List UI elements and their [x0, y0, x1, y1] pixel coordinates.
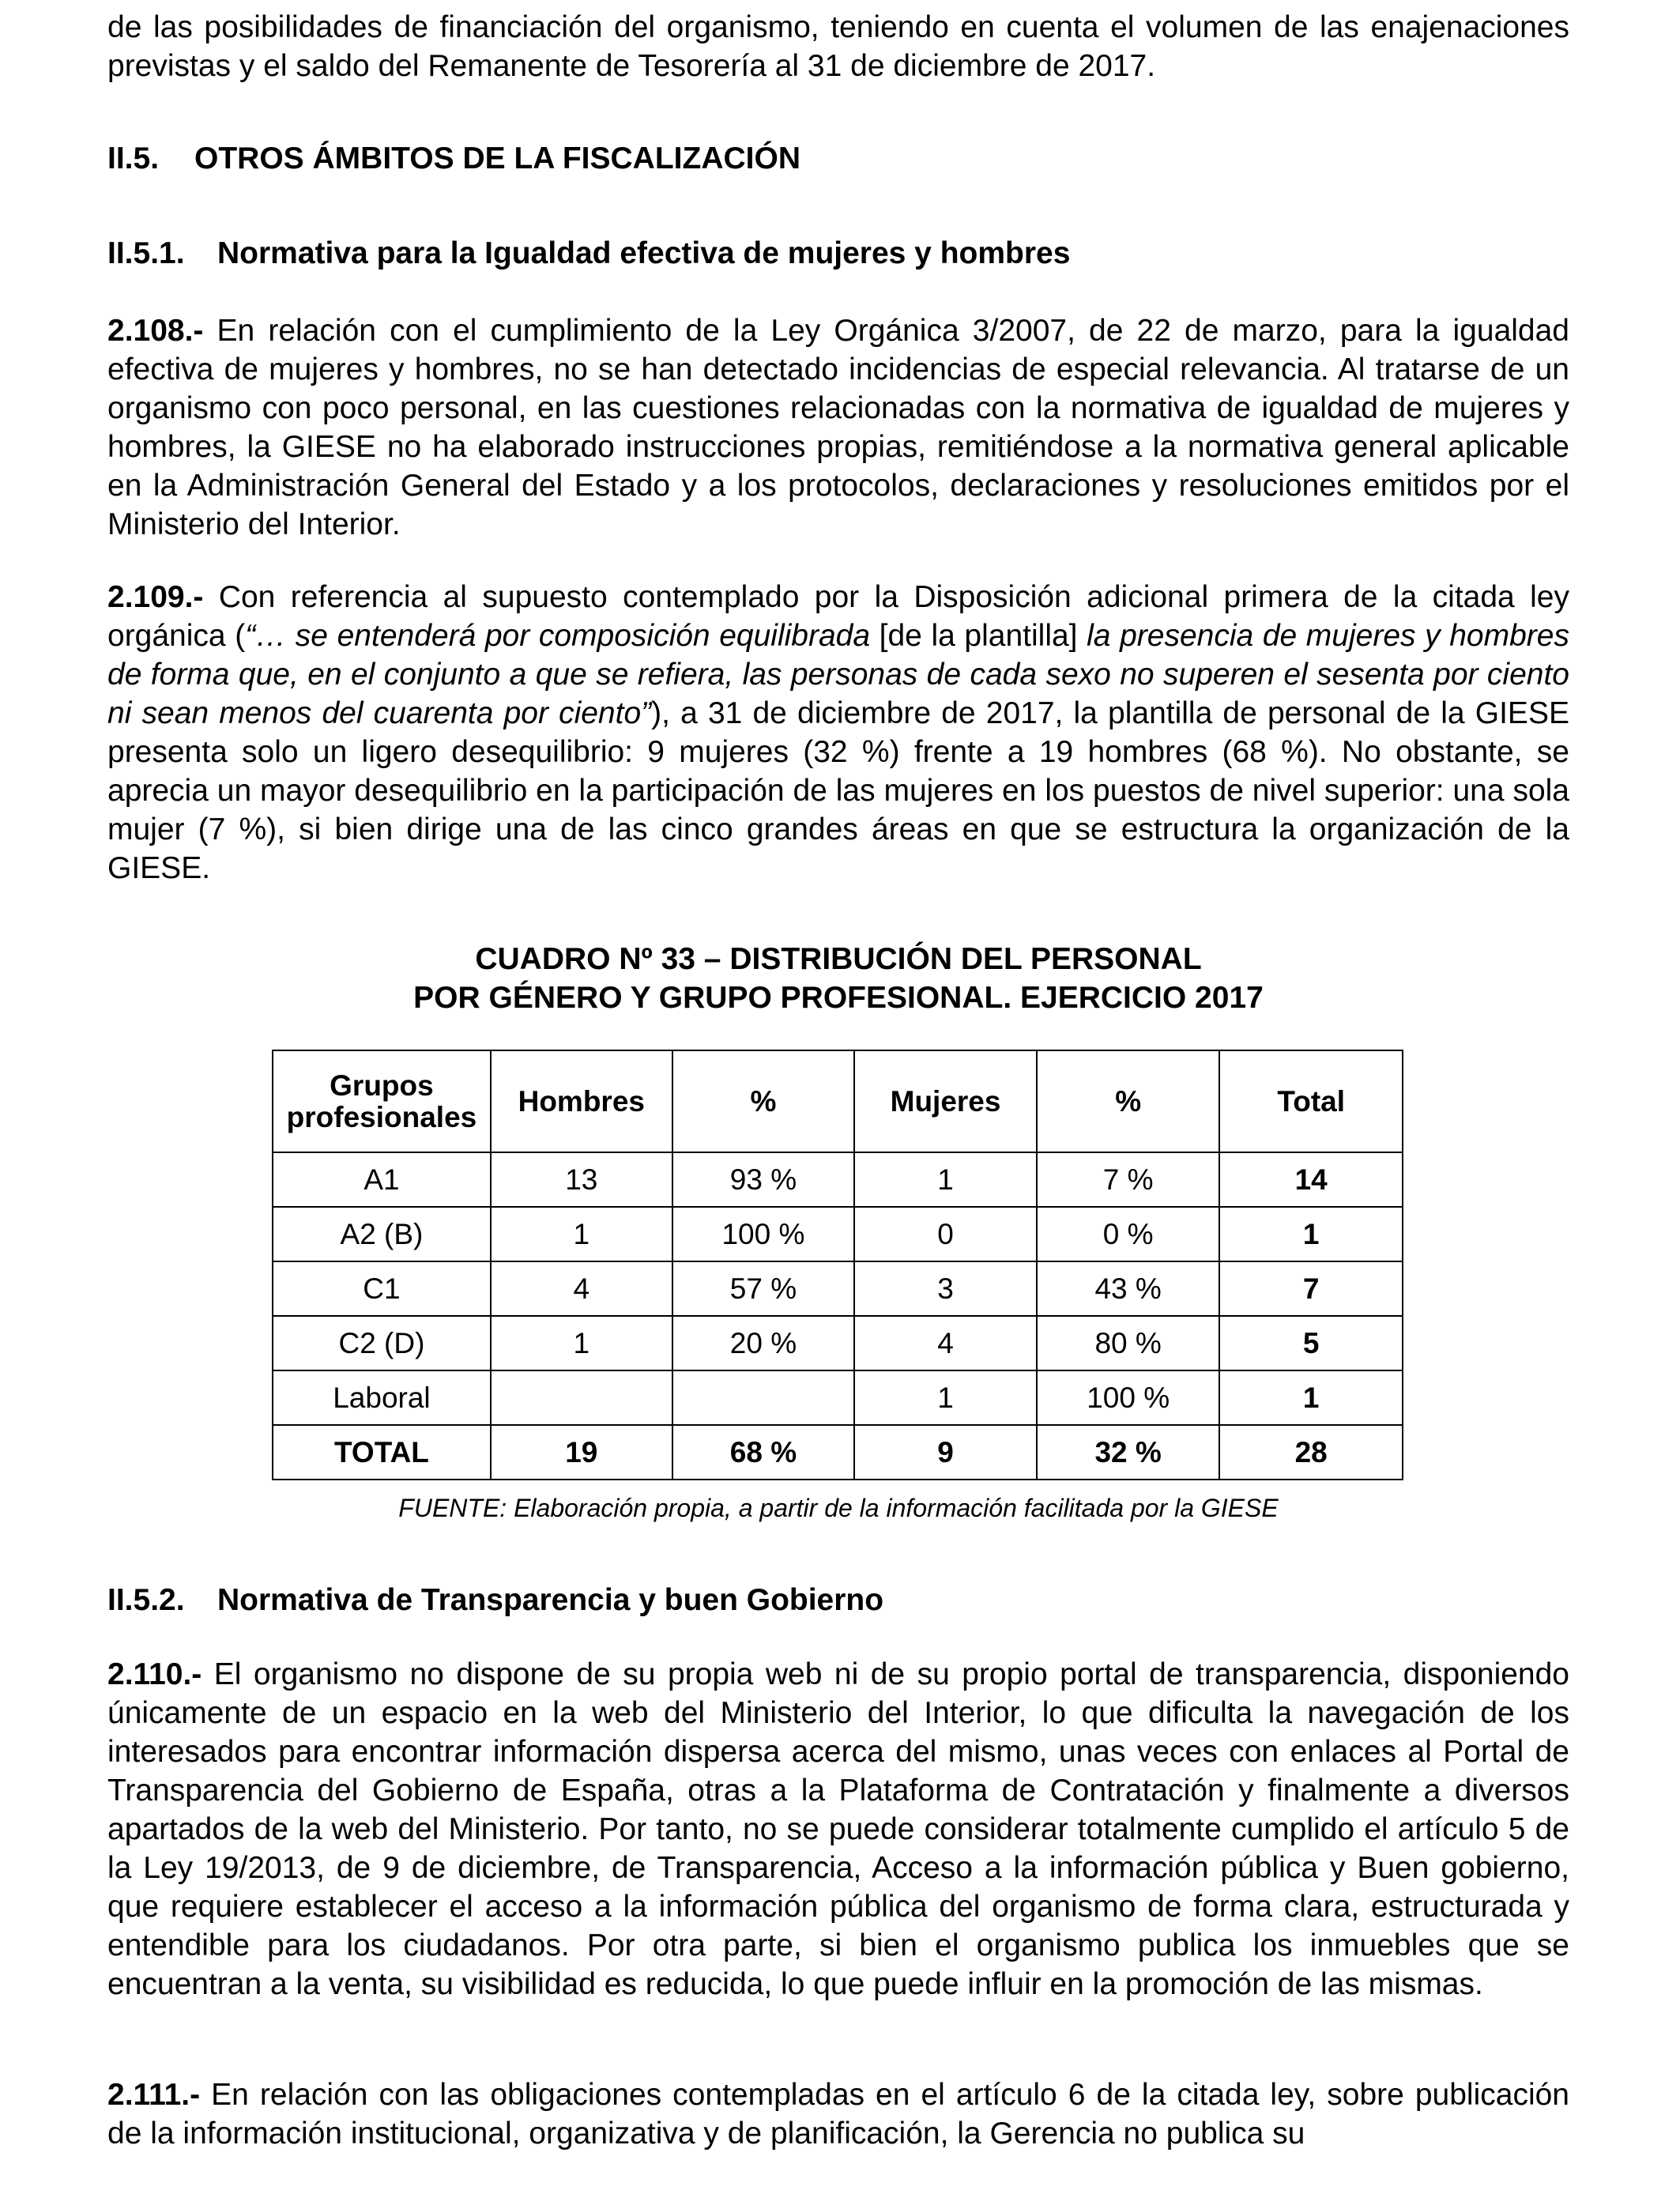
table-cell: A2 (B) [273, 1207, 491, 1261]
table-row [273, 1207, 1403, 1261]
section-title: Normativa de Transparencia y buen Gobierno [217, 1583, 884, 1617]
table-cell: 1 [491, 1207, 672, 1261]
intro-text: de las posibilidades de financiación del organismo, teniendo en cuenta el volumen de las enajenaciones previstas y el saldo del Remanente de Tesorería al 31 de diciembre de 2017. [107, 10, 1569, 83]
paragraph-number: 2.110.- [107, 1657, 202, 1691]
paragraph-number: 2.109.- [107, 580, 204, 614]
paragraph-quote: “… se entenderá por composición equilibrada [245, 619, 871, 653]
table-cell [491, 1370, 672, 1425]
table-cell [672, 1370, 855, 1425]
table-cell-total: 1 [1219, 1370, 1403, 1425]
section-heading-ii5 [107, 139, 1569, 178]
table-cell: 68 % [672, 1425, 855, 1480]
table-cell-total: 1 [1219, 1207, 1403, 1261]
table-cell: 57 % [672, 1261, 855, 1316]
intro-paragraph [107, 8, 1569, 85]
table-caption-line: CUADRO Nº 33 – DISTRIBUCIÓN DEL PERSONAL [475, 942, 1202, 976]
table-header-row [273, 1050, 1403, 1152]
header-cell: Total [1219, 1050, 1403, 1152]
table-cell: 1 [491, 1316, 672, 1370]
section-title: Normativa para la Igualdad efectiva de mujeres y hombres [217, 236, 1071, 270]
section-number: II.5. [107, 141, 160, 175]
table-cell: 13 [491, 1152, 672, 1207]
section-number: II.5.2. [107, 1583, 185, 1617]
section-number: II.5.1. [107, 236, 185, 270]
table-cell-total: 7 [1219, 1261, 1403, 1316]
table-row [273, 1152, 1403, 1207]
table-row [273, 1370, 1403, 1425]
table-cell: 4 [854, 1316, 1037, 1370]
table-cell: C1 [273, 1261, 491, 1316]
paragraph-2109 [107, 578, 1569, 888]
table-caption [107, 940, 1569, 1017]
paragraph-text: Con referencia al supuesto contemplado por la Disposición adicional primera de la citada ley orgánica ( [107, 580, 1569, 653]
paragraph-2110 [107, 1655, 1569, 2004]
header-cell: % [1037, 1050, 1219, 1152]
table-cell: 0 [854, 1207, 1037, 1261]
header-cell: Grupos profesionales [273, 1050, 491, 1152]
table-cell: 93 % [672, 1152, 855, 1207]
header-cell: % [672, 1050, 855, 1152]
paragraph-2111 [107, 2075, 1569, 2153]
paragraph-2108 [107, 311, 1569, 544]
table-cell: 28 [1219, 1425, 1403, 1480]
table-cell: 19 [491, 1425, 672, 1480]
table-cell: 32 % [1037, 1425, 1219, 1480]
section-heading-ii52 [107, 1581, 1569, 1619]
table-cell: 3 [854, 1261, 1037, 1316]
paragraph-text: ), a 31 de diciembre de 2017, la plantilla de personal de la GIESE presenta solo un ligero desequilibrio: 9 mujeres (32 %) frente a 19 hombres (68 %). No obstante, se aprecia un mayor desequilibrio en la participación de las mujeres en los puestos de nivel superior: una sola mujer (7 %), si bien dirige una de las cinco grandes áreas en que se estructura la organización de la GIESE. [107, 696, 1569, 885]
table-cell: A1 [273, 1152, 491, 1207]
paragraph-number: 2.108.- [107, 314, 204, 348]
table-cell: 43 % [1037, 1261, 1219, 1316]
paragraph-text: En relación con el cumplimiento de la Ley Orgánica 3/2007, de 22 de marzo, para la igualdad efectiva de mujeres y hombres, no se han detectado incidencias de especial relevancia. Al tratarse de un organismo con poco personal, en las cuestiones relacionadas con la normativa de igualdad de mujeres y hombres, la GIESE no ha elaborado instrucciones propias, remitiéndose a la normativa general aplicable en la Administración General del Estado y a los protocolos, declaraciones y resoluciones emitidos por el Ministerio del Interior. [107, 314, 1569, 541]
paragraph-text: En relación con las obligaciones contempladas en el artículo 6 de la citada ley, sobre publicación de la información institucional, organizativa y de planificación, la Gerencia no publica su [107, 2078, 1569, 2151]
table-cell-total: 14 [1219, 1152, 1403, 1207]
table-cell: 100 % [1037, 1370, 1219, 1425]
table-cell: 20 % [672, 1316, 855, 1370]
table-source: FUENTE: Elaboración propia, a partir de la información facilitada por la GIESE [398, 1494, 1279, 1522]
staff-distribution-table [272, 1050, 1403, 1480]
section-title: OTROS ÁMBITOS DE LA FISCALIZACIÓN [194, 141, 800, 175]
table-row [273, 1261, 1403, 1316]
table-cell: C2 (D) [273, 1316, 491, 1370]
table-cell: 1 [854, 1370, 1037, 1425]
table-cell: 1 [854, 1152, 1037, 1207]
table-cell: Laboral [273, 1370, 491, 1425]
paragraph-text: El organismo no dispone de su propia web ni de su propio portal de transparencia, disponiendo únicamente de un espacio en la web del Ministerio del Interior, lo que dificulta la navegación de los interesados para encontrar información dispersa acerca del mismo, unas veces con enlaces al Portal de Transparencia del Gobierno de España, otras a la Plataforma de Contratación y finalmente a diversos apartados de la web del Ministerio. Por tanto, no se puede considerar totalmente cumplido el artículo 5 de la Ley 19/2013, de 9 de diciembre, de Transparencia, Acceso a la información pública y Buen gobierno, que requiere establecer el acceso a la información pública del organismo de forma clara, estructurada y entendible para los ciudadanos. Por otra parte, si bien el organismo publica los inmuebles que se encuentran a la venta, su visibilidad es reducida, lo que puede influir en la promoción de las mismas. [107, 1657, 1569, 2001]
paragraph-text: [de la plantilla] [870, 619, 1087, 653]
table-cell: 0 % [1037, 1207, 1219, 1261]
table-row [273, 1316, 1403, 1370]
table-cell: 9 [854, 1425, 1037, 1480]
table-cell-total: 5 [1219, 1316, 1403, 1370]
header-cell: Hombres [491, 1050, 672, 1152]
section-heading-ii51 [107, 234, 1569, 273]
table-cell: 80 % [1037, 1316, 1219, 1370]
table-total-row [273, 1425, 1403, 1480]
paragraph-quote: la presencia de mujeres y hombres de forma que, en el conjunto a que se refiera, las personas de cada sexo no superen el sesenta por ciento ni sean menos del cuarenta por ciento” [107, 619, 1569, 730]
table-cell: 100 % [672, 1207, 855, 1261]
header-cell: Mujeres [854, 1050, 1037, 1152]
table-cell: 7 % [1037, 1152, 1219, 1207]
table-caption-line: POR GÉNERO Y GRUPO PROFESIONAL. EJERCICIO 2017 [413, 981, 1264, 1015]
table-cell: 4 [491, 1261, 672, 1316]
paragraph-number: 2.111.- [107, 2078, 201, 2112]
table-cell: TOTAL [273, 1425, 491, 1480]
